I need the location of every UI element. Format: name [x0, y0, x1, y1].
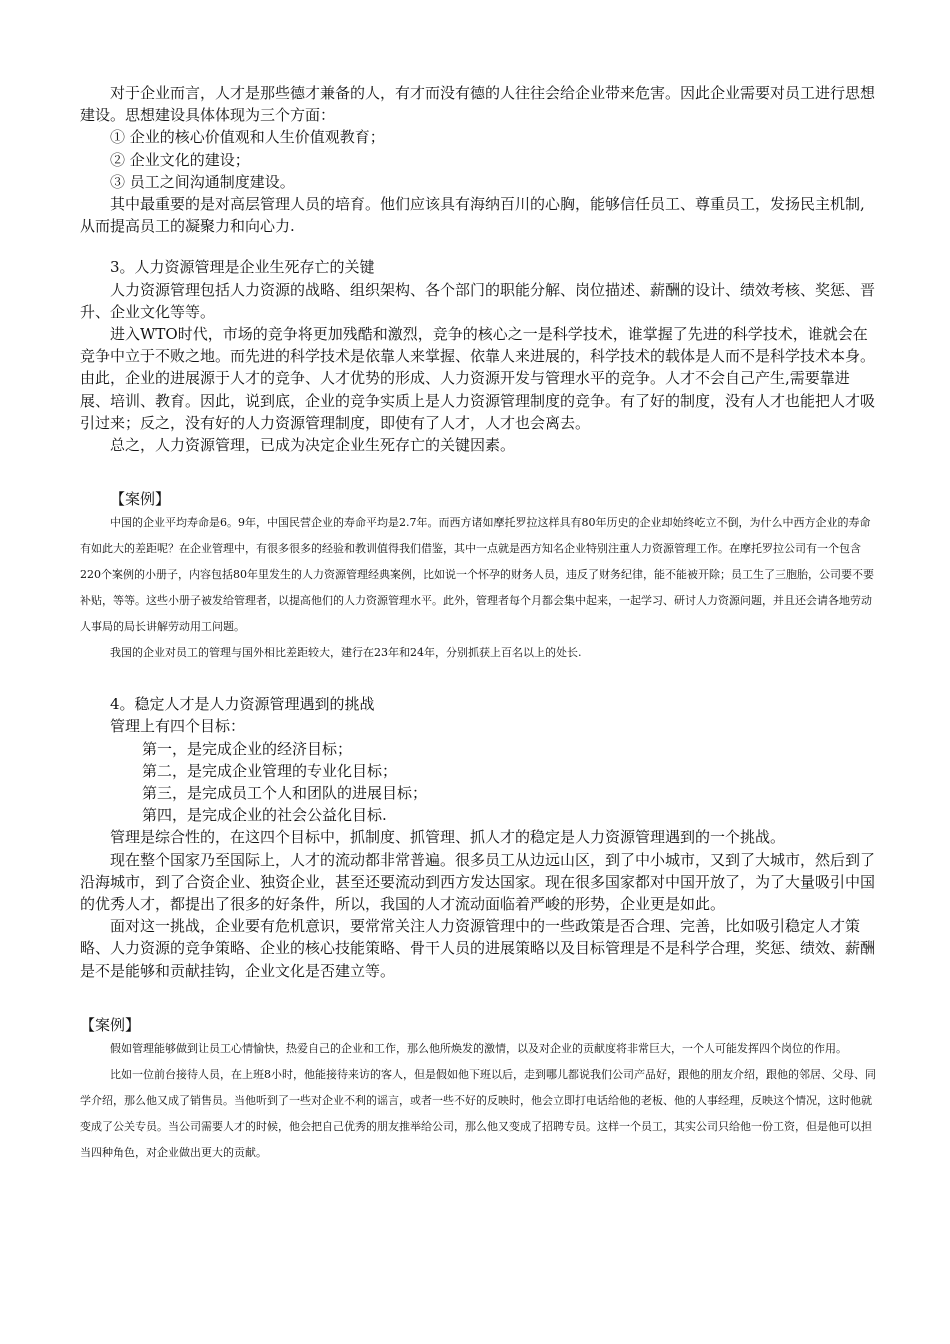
list-item: 第三，是完成员工个人和团队的进展目标；: [142, 784, 428, 803]
case-paragraph: 我国的企业对员工的管理与国外相比差距较大，建行在23年和24年，分别抓获上百名以上的处长.: [110, 646, 582, 660]
section-4-block: [80, 693, 877, 982]
list-item: 第四，是完成企业的社会公益化目标.: [142, 806, 387, 825]
list-item: ② 企业文化的建设；: [110, 150, 250, 169]
list-item: 第二，是完成企业管理的专业化目标；: [142, 761, 398, 780]
section-2-intro: 对于企业而言，人才是那些德才兼备的人，有才而没有德的人往往会给企业带来危害。因此企业需要对员工进行思想建设。思想建设具体体现为三个方面：: [80, 84, 876, 125]
section-4-subheading: 管理上有四个目标：: [110, 717, 246, 736]
list-item: 第一，是完成企业的经济目标；: [142, 739, 353, 758]
section-4-heading: 4。稳定人才是人力资源管理遇到的挑战: [110, 695, 375, 714]
list-item: ① 企业的核心价值观和人生价值观教育；: [110, 128, 385, 147]
section-2-block: [80, 82, 877, 237]
case-label: 【案例】: [110, 490, 171, 509]
section-3-paragraph: 进入WTO时代，市场的竞争将更加残酷和激烈，竞争的核心之一是科学技术，谁掌握了先进的科学技术，谁就会在竞争中立于不败之地。而先进的科学技术是依靠人来掌握、依靠人来进展的，科学技术的载体是人而不是科学技术本身。由此，企业的进展源于人才的竞争、人才优势的形成、人力资源开发与管理水平的竞争。人才不会自己产生,需要靠进展、培训、教育。因此，说到底，企业的竞争实质上是人力资源管理制度的竞争。有了好的制度，没有人才也能把人才吸引过来；反之，没有好的人力资源管理制度，即使有了人才，人才也会离去。: [80, 325, 876, 432]
section-2-conclusion: 其中最重要的是对高层管理人员的培育。他们应该具有海纳百川的心胸，能够信任员工、尊重员工，发扬民主机制,从而提高员工的凝聚力和向心力.: [80, 195, 865, 236]
list-item: ③ 员工之间沟通制度建设。: [110, 172, 295, 191]
section-3-paragraph: 人力资源管理包括人力资源的战略、组织架构、各个部门的职能分解、岗位描述、薪酬的设计、绩效考核、奖惩、晋升、企业文化等等。: [80, 280, 876, 321]
case-paragraph: 中国的企业平均寿命是6。9年，中国民营企业的寿命平均是2.7年。而西方诸如摩托罗拉这样具有80年历史的企业却始终屹立不倒，为什么中西方企业的寿命有如此大的差距呢？在企业管理中，有很多很多的经验和教训值得我们借鉴，其中一点就是西方知名企业特别注重人力资源管理工作。在摩托罗拉公司有一个包含220个案例的小册子，内容包括80年里发生的人力资源管理经典案例，比如说一个怀孕的财务人员，违反了财务纪律，能不能被开除；员工生了三胞胎，公司要不要补贴，等等。这些小册子被发给管理者，以提高他们的人力资源管理水平。此外，管理者每个月都会集中起来，一起学习、研讨人力资源问题，并且还会请各地劳动人事局的局长讲解劳动用工问题。: [80, 516, 874, 634]
section-4-paragraph: 管理是综合性的，在这四个目标中，抓制度、抓管理、抓人才的稳定是人力资源管理遇到的一个挑战。: [110, 828, 786, 847]
case-paragraph: 假如管理能够做到让员工心情愉快，热爱自己的企业和工作，那么他所焕发的激情，以及对企业的贡献度将非常巨大，一个人可能发挥四个岗位的作用。: [110, 1041, 847, 1055]
case-2-block: [80, 1014, 877, 1166]
section-3-block: [80, 256, 877, 456]
section-3-paragraph: 总之，人力资源管理，已成为决定企业生死存亡的关键因素。: [110, 436, 516, 455]
section-4-paragraph: 面对这一挑战，企业要有危机意识，要常常关注人力资源管理中的一些政策是否合理、完善，比如吸引稳定人才策略、人力资源的竞争策略、企业的核心技能策略、骨干人员的进展策略以及目标管理是不是科学合理，奖惩、绩效、薪酬是不是能够和贡献挂钩，企业文化是否建立等。: [80, 917, 876, 980]
section-4-paragraph: 现在整个国家乃至国际上，人才的流动都非常普遍。很多员工从边远山区，到了中小城市，又到了大城市，然后到了沿海城市，到了合资企业、独资企业，甚至还要流动到西方发达国家。现在很多国家都对中国开放了，为了大量吸引中国的优秀人才，都提出了很多的好条件，所以，我国的人才流动面临着严峻的形势，企业更是如此。: [80, 850, 876, 914]
case-paragraph: 比如一位前台接待人员，在上班8小时，他能接待来访的客人，但是假如他下班以后，走到哪儿都说我们公司产品好，跟他的朋友介绍，跟他的邻居、父母、同学介绍，那么他又成了销售员。当他听到了一些对企业不利的谣言，或者一些不好的反映时，他会立即打电话给他的老板、他的人事经理，反映这个情况，这时他就变成了公关专员。当公司需要人才的时候，他会把自己优秀的朋友推举给公司，那么他又变成了招聘专员。这样一个员工，其实公司只给他一份工资，但是他可以担当四种角色，对企业做出更大的贡献。: [80, 1067, 876, 1159]
section-3-heading: 3。人力资源管理是企业生死存亡的关键: [110, 258, 375, 277]
case-label: 【案例】: [80, 1015, 141, 1034]
case-1-block: [80, 488, 877, 666]
document-page: [80, 82, 877, 1166]
